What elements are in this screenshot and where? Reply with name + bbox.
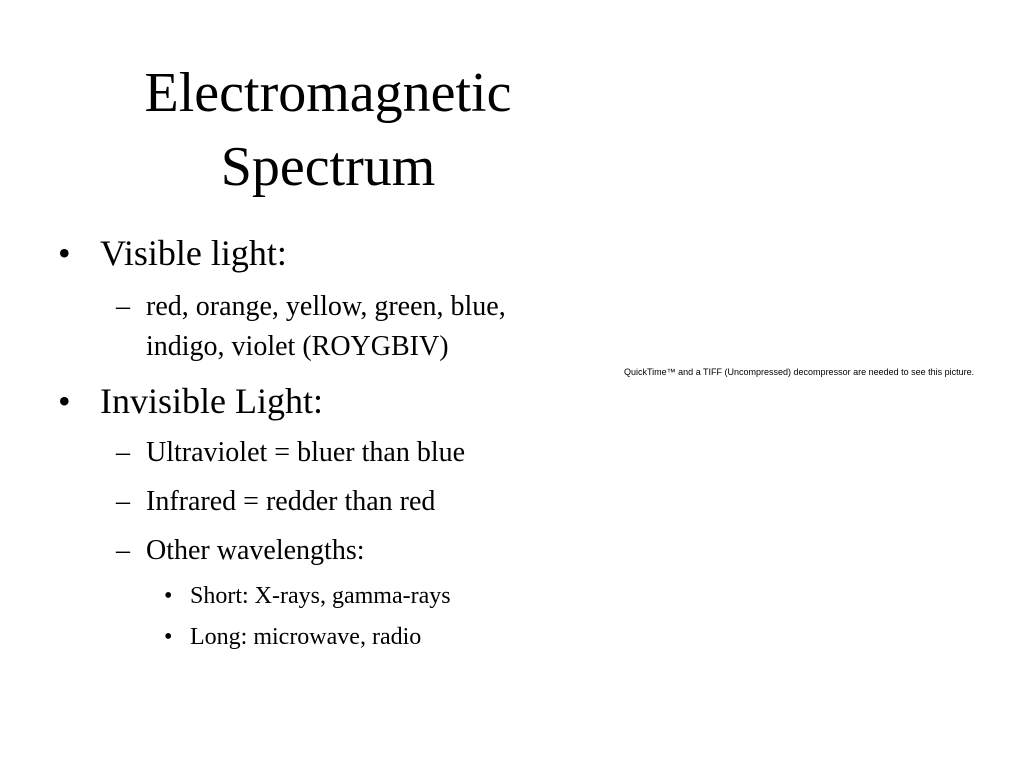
dash-marker: –	[116, 291, 130, 322]
bullet-marker: •	[58, 233, 71, 273]
slide-title-line-1: Electromagnetic	[144, 62, 512, 124]
bullet-text: Invisible Light:	[100, 381, 323, 421]
bullet-marker: •	[164, 583, 173, 609]
sub-bullet-text-line-2: indigo, violet (ROYGBIV)	[146, 331, 449, 362]
bullet-marker: •	[58, 381, 71, 421]
dash-marker: –	[116, 535, 130, 566]
sub-sub-bullet-text: Short: X-rays, gamma-rays	[190, 583, 451, 609]
sub-bullet-text: Ultraviolet = bluer than blue	[146, 437, 466, 468]
dash-marker: –	[116, 486, 130, 517]
bullet-text: Visible light:	[100, 233, 287, 273]
slide-title-line-2: Spectrum	[220, 136, 436, 198]
sub-bullet-text-line-1: red, orange, yellow, green, blue,	[146, 291, 506, 322]
sub-bullet-text: Other wavelengths:	[146, 535, 365, 566]
bullet-marker: •	[164, 624, 173, 650]
sub-sub-bullet-text: Long: microwave, radio	[190, 624, 422, 650]
missing-picture-placeholder: QuickTime™ and a TIFF (Uncompressed) decompressor are needed to see this picture.	[624, 367, 975, 377]
dash-marker: –	[116, 437, 130, 468]
sub-bullet-text: Infrared = redder than red	[146, 486, 436, 517]
